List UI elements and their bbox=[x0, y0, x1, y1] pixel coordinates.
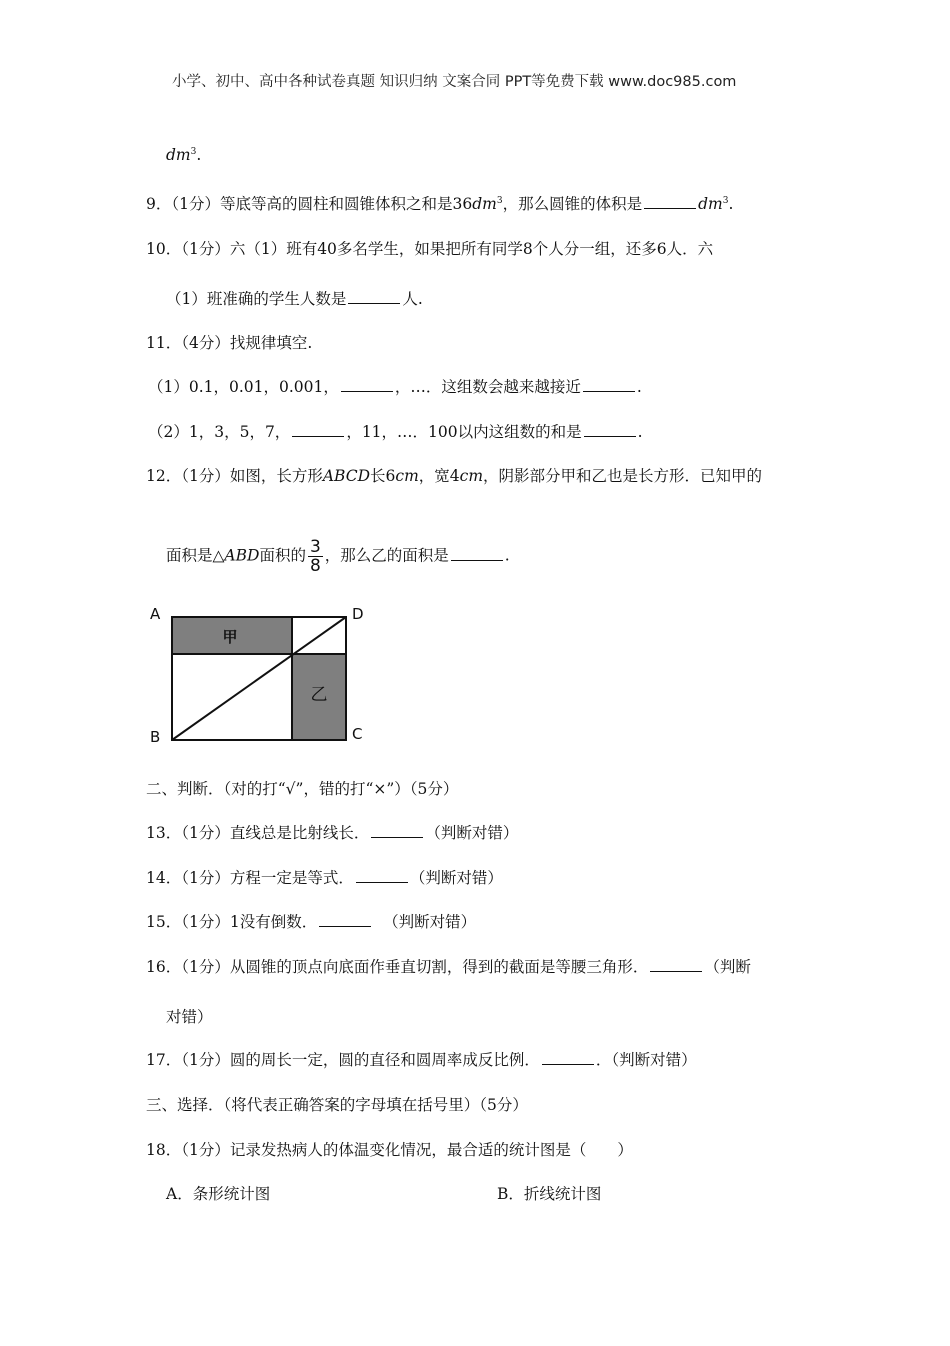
answer-blank[interactable] bbox=[644, 194, 696, 209]
question-13: 13．（1分）直线总是比射线长． （判断对错） bbox=[146, 824, 519, 842]
page-header: 小学、初中、高中各种试卷真题 知识归纳 文案合同 PPT等免费下载 www.doc985.com bbox=[172, 74, 737, 90]
answer-blank[interactable] bbox=[451, 546, 503, 561]
option-b[interactable]: B．折线统计图 bbox=[497, 1185, 602, 1203]
answer-blank[interactable] bbox=[584, 422, 636, 437]
answer-blank[interactable] bbox=[319, 912, 371, 927]
option-a[interactable]: A．条形统计图 bbox=[166, 1185, 271, 1203]
question-15: 15．（1分）1没有倒数． （判断对错） bbox=[146, 913, 477, 931]
question-10-line1: 10．（1分）六（1）班有40多名学生，如果把所有同学8个人分一组，还多6人．六 bbox=[146, 240, 714, 258]
vertex-c: C bbox=[352, 725, 363, 743]
question-16-line1: 16．（1分）从圆锥的顶点向底面作垂直切割，得到的截面是等腰三角形． （判断 bbox=[146, 958, 751, 976]
label-jia: 甲 bbox=[222, 628, 238, 646]
question-18-stem: 18．（1分）记录发热病人的体温变化情况，最合适的统计图是（ ） bbox=[146, 1141, 633, 1159]
vertex-d: D bbox=[352, 605, 364, 623]
answer-blank[interactable] bbox=[583, 377, 635, 392]
question-12-line2: 面积是△ABD面积的 $\frac{3}{8}$ ，那么乙的面积是 . bbox=[166, 537, 510, 576]
question-11-part1: （1）0.1，0.01，0.001， ，…．这组数会越来越接近 . bbox=[148, 378, 642, 396]
vertex-a: A bbox=[150, 605, 161, 623]
section-3-title: 三、选择．（将代表正确答案的字母填在括号里）（5分） bbox=[146, 1096, 528, 1114]
question-14: 14．（1分）方程一定是等式． （判断对错） bbox=[146, 869, 503, 887]
section-2-title: 二、判断．（对的打“√”，错的打“×”）（5分） bbox=[146, 780, 459, 798]
vertex-b: B bbox=[150, 728, 161, 746]
answer-blank[interactable] bbox=[356, 868, 408, 883]
answer-blank[interactable] bbox=[292, 422, 344, 437]
fraction-three-eighths: $\frac{3}{8}$ bbox=[309, 537, 321, 576]
question-17: 17．（1分）圆的周长一定，圆的直径和圆周率成反比例． ．（判断对错） bbox=[146, 1051, 697, 1069]
question-10-line2: （1）班准确的学生人数是 人. bbox=[166, 290, 423, 308]
answer-blank[interactable] bbox=[348, 289, 400, 304]
question-12-line1: 12．（1分）如图，长方形ABCD长6cm，宽4cm，阴影部分甲和乙也是长方形．已知甲的 bbox=[146, 467, 763, 485]
question-16-line2: 对错） bbox=[166, 1008, 213, 1026]
answer-blank[interactable] bbox=[650, 957, 702, 972]
question-11-title: 11．（4分）找规律填空. bbox=[146, 334, 313, 352]
continuation-unit: $dm^3$. bbox=[166, 146, 202, 164]
rectangle-figure bbox=[140, 598, 380, 748]
answer-blank[interactable] bbox=[341, 377, 393, 392]
answer-blank[interactable] bbox=[371, 823, 423, 838]
question-11-part2: （2）1，3，5，7， ，11，…．100以内这组数的和是 . bbox=[148, 423, 643, 441]
question-9: 9．（1分）等底等高的圆柱和圆锥体积之和是$36dm^3$，那么圆锥的体积是 $dm^3$. bbox=[146, 195, 734, 213]
answer-blank[interactable] bbox=[542, 1050, 594, 1065]
label-yi: 乙 bbox=[310, 685, 328, 705]
